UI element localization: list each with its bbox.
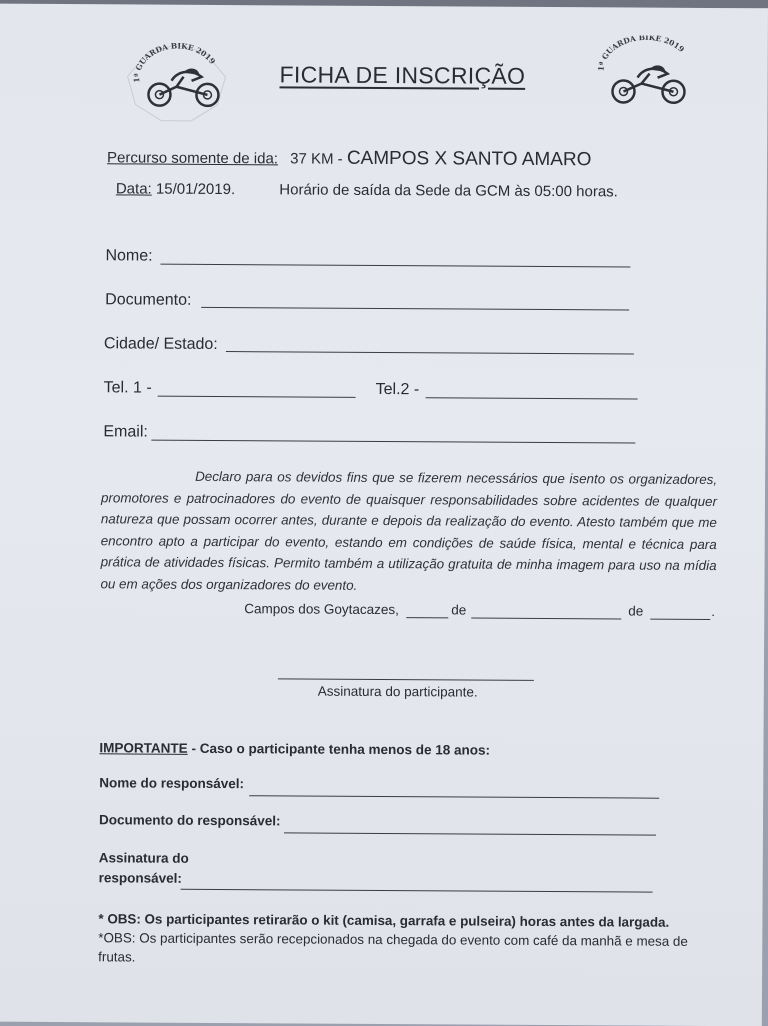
tel1-label: Tel. 1 -	[103, 379, 152, 397]
route-name: CAMPOS X SANTO AMARO	[346, 147, 592, 171]
tel1-input-line[interactable]	[158, 396, 356, 398]
route-distance: 37 KM -	[290, 150, 343, 168]
date-line	[116, 180, 618, 200]
guardian-document-input-line[interactable]	[284, 832, 656, 835]
important-label: IMPORTANTE	[99, 740, 188, 756]
logo-text: 1ª GUARDA BIKE 2019	[596, 35, 686, 72]
place-date-line	[244, 601, 399, 617]
guarda-bike-logo-left	[121, 42, 231, 123]
tel2-label: Tel.2 -	[375, 380, 420, 399]
route-label: Percurso somente de ida:	[107, 149, 279, 168]
document-input-line[interactable]	[201, 307, 629, 311]
city-state-label: Cidade/ Estado:	[103, 335, 218, 353]
de-label-1: de	[451, 602, 467, 618]
month-input-line[interactable]	[471, 618, 621, 620]
guardian-signature-input-line[interactable]	[181, 889, 653, 893]
guardian-signature-label-1: Assinatura do	[98, 850, 189, 866]
tel2-input-line[interactable]	[426, 397, 638, 399]
name-input-line[interactable]	[160, 264, 630, 268]
guarda-bike-logo-right	[589, 35, 699, 116]
guardian-name-input-line[interactable]	[249, 795, 659, 799]
registration-form-sheet	[0, 4, 768, 1026]
date-label: Data:	[115, 180, 152, 198]
svg-text:1ª GUARDA BIKE 2019	[596, 35, 686, 72]
place-city: Campos dos Goytacazes,	[244, 601, 399, 618]
departure-time: Horário de saída da Sede da GCM às 05:00 horas.	[279, 181, 618, 201]
form-title: FICHA DE INSCRIÇÃO	[279, 61, 526, 89]
participant-signature-line[interactable]	[278, 678, 534, 681]
city-state-input-line[interactable]	[226, 351, 634, 354]
email-label: Email:	[103, 423, 148, 441]
logo-text: 1ª GUARDA BIKE 2019	[132, 42, 218, 83]
guardian-document-label: Documento do responsável:	[98, 812, 281, 829]
email-input-line[interactable]	[151, 440, 635, 444]
important-notice	[99, 740, 490, 757]
route-line	[107, 146, 592, 171]
year-input-line[interactable]	[650, 619, 710, 620]
liability-declaration: Declaro para os devidos fins que se fizerem necessários que isento os organizadores, promotores e patrocinadores do evento de quaisquer responsabilidades sobre acidentes de qualquer natureza que possam ocorrer antes, durante e depois da realização do evento. Atesto também que me encontro apto a participar do evento, estando em condições de saúde física, mental e técnica para prática de atividades físicas. Permito também a utilização gratuita de minha imagem para uso na mídia ou em ações dos organizadores do evento.	[100, 468, 718, 593]
participant-signature-label: Assinatura do participante.	[317, 683, 478, 700]
important-text: - Caso o participante tenha menos de 18 anos:	[191, 740, 491, 758]
obs-reception-note: *OBS: Os participantes serão recepcionados na chegada do evento com café da manhã e mesa de frutas.	[98, 930, 688, 965]
place-date-end: .	[711, 604, 716, 620]
name-label: Nome:	[105, 247, 153, 265]
document-label: Documento:	[105, 291, 192, 309]
date-value: 15/01/2019.	[155, 180, 236, 199]
de-label-2: de	[628, 603, 644, 619]
obs-kit-note: * OBS: Os participantes retirarão o kit (camisa, garrafa e pulseira) horas antes da largada.	[98, 911, 670, 930]
day-input-line[interactable]	[406, 617, 448, 618]
guardian-name-label: Nome do responsável:	[99, 775, 245, 792]
guardian-signature-label-2: responsável:	[98, 870, 183, 886]
